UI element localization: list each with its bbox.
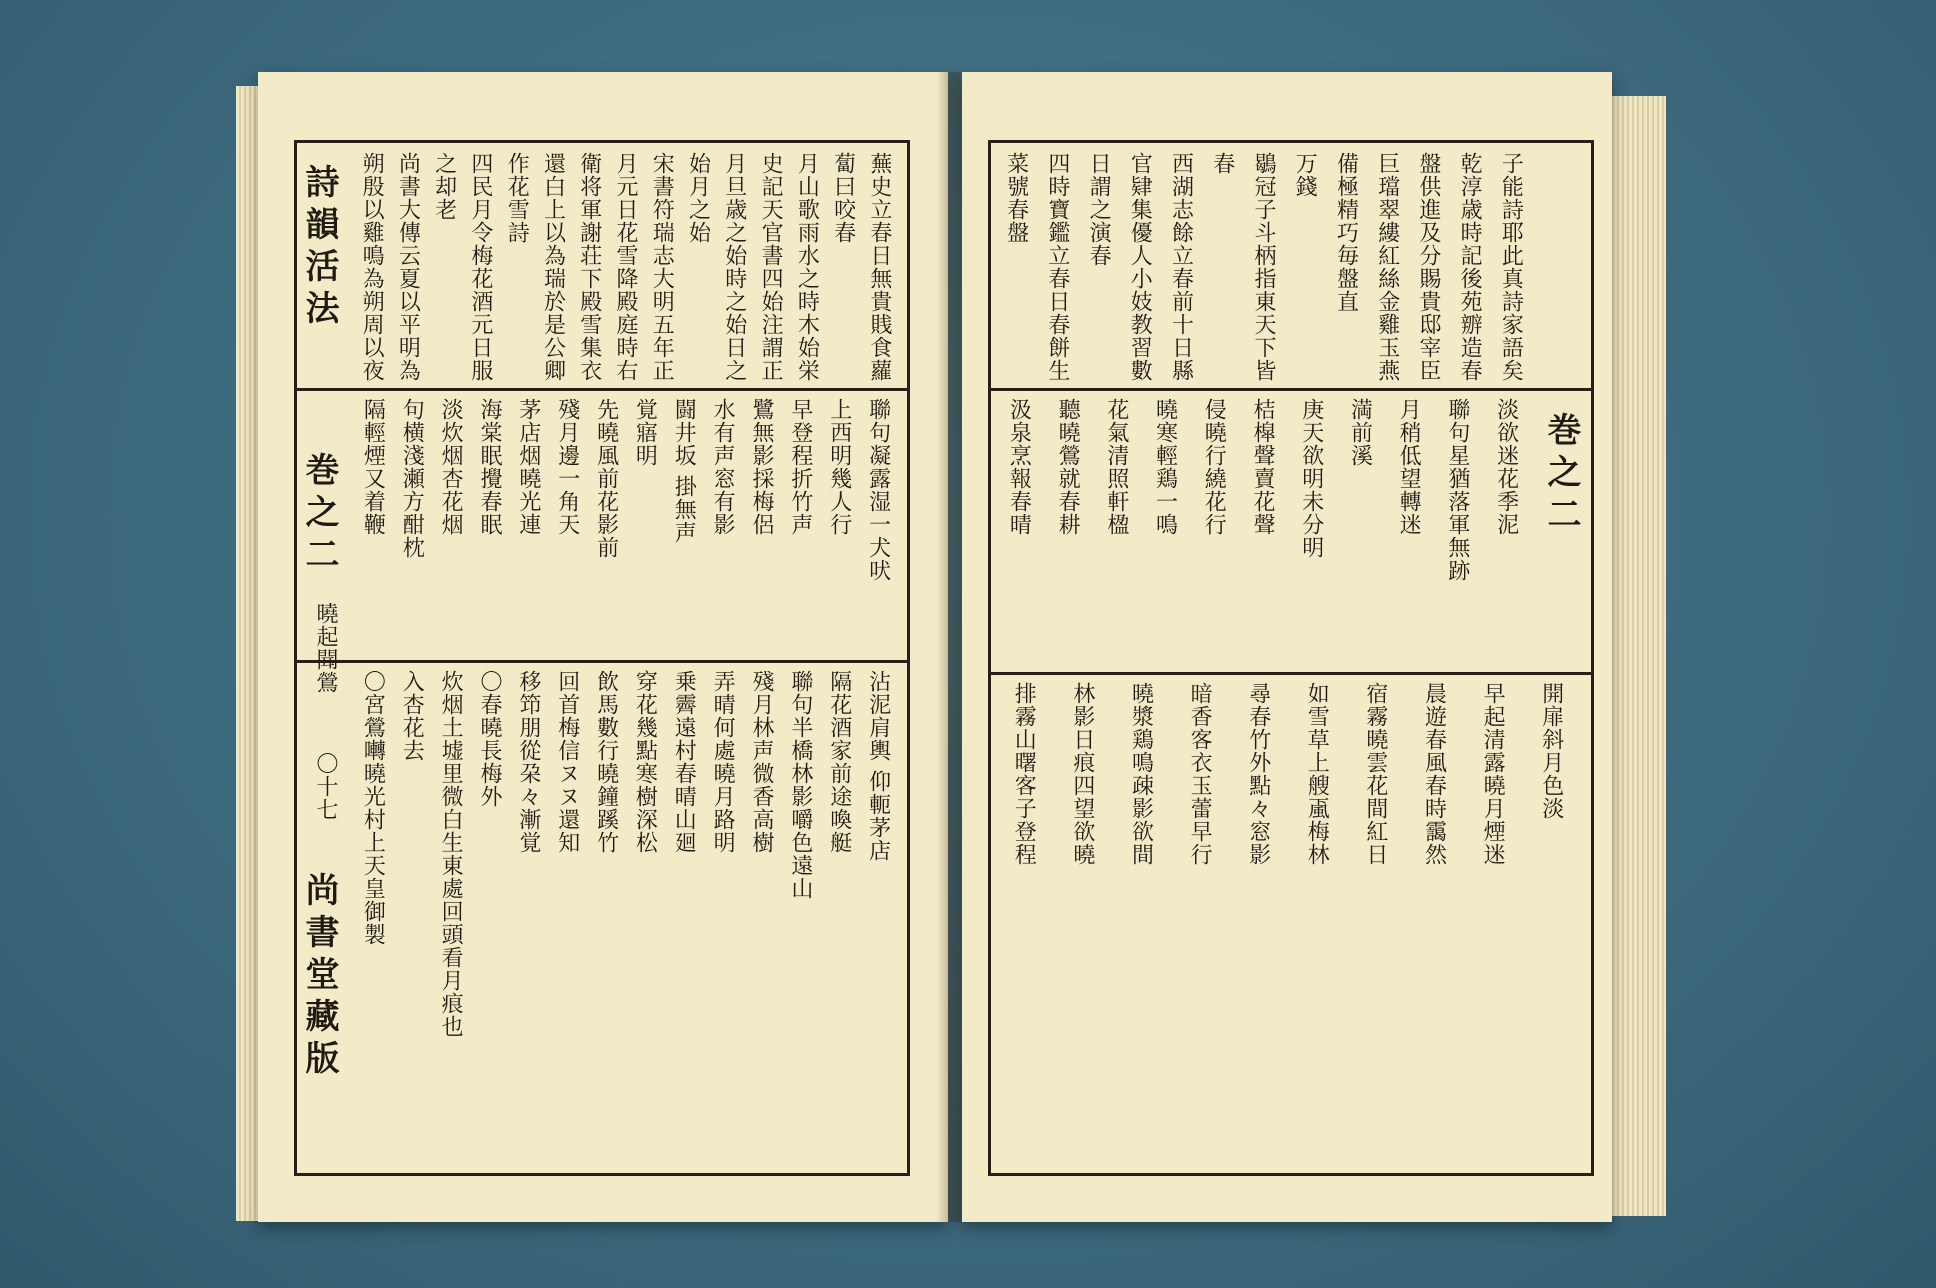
left-middle-column: 闘井坂 掛無声 bbox=[671, 398, 697, 544]
right-middle-column: 淡欲迷花季泥 bbox=[1493, 398, 1519, 536]
left-lower-column: 移笻朋從朶々漸覚 bbox=[515, 670, 541, 854]
left-middle-column: 覚寤明 bbox=[632, 398, 658, 467]
left-middle-column: 鷺無影採梅侶 bbox=[749, 398, 774, 536]
right-upper-column: 日謂之演春 bbox=[1086, 152, 1112, 267]
left-upper-column: 宋書符瑞志大明五年正 bbox=[649, 152, 675, 382]
left-middle-column: 殘月邊一角天 bbox=[554, 398, 580, 536]
right-lower-column: 暗香客衣玉蕾早行 bbox=[1187, 682, 1213, 866]
right-upper-column: 西湖志餘立春前十日縣 bbox=[1168, 152, 1194, 382]
left-upper-column: 蔔曰咬春 bbox=[830, 152, 856, 244]
right-middle-column: 桔槹聲賣花聲 bbox=[1250, 398, 1275, 536]
left-upper-column: 始月之始 bbox=[685, 152, 711, 244]
left-middle-column: 早登程折竹声 bbox=[787, 398, 813, 536]
left-lower-column: 弄晴何處曉月路明 bbox=[710, 670, 736, 854]
right-middle-column: 曉寒輕鶏一鳴 bbox=[1152, 398, 1178, 536]
left-lower-column: 沾泥肩輿 仰軛茅店 bbox=[865, 670, 891, 862]
left-lower-divider bbox=[294, 660, 910, 663]
volume-label: 巻之二 bbox=[299, 452, 339, 578]
right-lower-column: 開扉斜月色淡 bbox=[1538, 682, 1564, 820]
right-upper-column: 巨璫翠縷紅絲金雞玉燕 bbox=[1374, 152, 1400, 382]
right-upper-divider bbox=[988, 388, 1594, 391]
right-lower-column: 晨遊春風春時靄然 bbox=[1421, 682, 1447, 866]
right-lower-column: 林影日痕四望欲曉 bbox=[1069, 682, 1095, 866]
left-page bbox=[258, 72, 948, 1222]
right-lower-column: 早起清露曉月煙迷 bbox=[1480, 682, 1506, 866]
left-upper-column: 朔殷以雞鳴為朔周以夜 bbox=[359, 152, 385, 382]
left-middle-column: 水有声窓有影 bbox=[710, 398, 736, 536]
right-middle-column: 花氣清照軒楹 bbox=[1103, 398, 1129, 536]
right-lower-column: 尋春竹外點々窓影 bbox=[1245, 682, 1271, 866]
right-upper-column: 備極精巧毎盤直 bbox=[1333, 152, 1359, 313]
right-upper-column: 鶡冠子斗柄指東天下皆 bbox=[1251, 152, 1276, 382]
right-page bbox=[962, 72, 1612, 1222]
running-head: 巻之二 bbox=[1541, 412, 1581, 538]
left-upper-column: 月山歌雨水之時木始栄 bbox=[794, 152, 820, 382]
right-middle-column: 汲泉烹報春晴 bbox=[1006, 398, 1032, 536]
left-upper-divider bbox=[294, 388, 910, 391]
left-lower-column: 乗霽遠村春晴山廻 bbox=[671, 670, 697, 854]
right-upper-column: 乾淳歳時記後苑辧造春 bbox=[1457, 152, 1483, 382]
right-middle-column: 侵曉行繞花行 bbox=[1201, 398, 1227, 536]
left-lower-column: 聯句半橋林影嚼色遠山 bbox=[787, 670, 813, 900]
left-middle-column: 隔輕煙又着鞭 bbox=[360, 398, 386, 536]
right-lower-divider bbox=[988, 672, 1594, 675]
left-upper-column: 四民月令梅花酒元日服 bbox=[467, 152, 493, 382]
page-number: 〇十七 bbox=[313, 752, 338, 821]
right-middle-column: 聯句星猶落軍無跡 bbox=[1444, 398, 1470, 582]
left-middle-column: 句横淺瀬方酣枕 bbox=[399, 398, 425, 559]
left-lower-column: 〇宮鶯囀曉光村上天皇御製 bbox=[360, 670, 386, 946]
left-upper-column: 尚書大傳云夏以平明為 bbox=[395, 152, 421, 382]
left-middle-column: 上西明幾人行 bbox=[826, 398, 852, 536]
left-upper-column: 史記天官書四始注謂正 bbox=[758, 152, 784, 382]
right-middle-column: 月稍低望轉迷 bbox=[1396, 398, 1422, 536]
left-lower-column: 炊烟土墟里微白生東處回頭看月痕也 bbox=[438, 670, 464, 1038]
section-subheading: 曉起聞鶯 bbox=[313, 602, 338, 694]
right-lower-column: 宿霧曉雲花間紅日 bbox=[1362, 682, 1388, 866]
right-middle-column: 聽曉鶯就春耕 bbox=[1055, 398, 1081, 536]
left-middle-column: 先曉風前花影前 bbox=[593, 398, 619, 559]
left-upper-column: 月元日花雪降殿庭時右 bbox=[613, 152, 638, 382]
left-upper-column: 作花雪詩 bbox=[504, 152, 530, 244]
right-upper-column: 官肄集優人小妓教習數 bbox=[1127, 152, 1153, 382]
book-title: 詩韻活法 bbox=[299, 164, 339, 332]
left-upper-column: 衛将軍謝荘下殿雪集衣 bbox=[576, 152, 602, 382]
right-lower-column: 曉漿鶏鳴疎影欲間 bbox=[1128, 682, 1154, 866]
left-middle-column: 茅店烟曉光連 bbox=[515, 398, 541, 536]
left-lower-column: 飲馬數行曉鐘蹊竹 bbox=[593, 670, 619, 854]
right-middle-column: 庚天欲明未分明 bbox=[1298, 398, 1324, 559]
right-lower-column: 排霧山曙客子登程 bbox=[1011, 682, 1037, 866]
left-lower-column: 隔花酒家前途喚艇 bbox=[826, 670, 852, 854]
left-upper-column: 月旦歳之始時之始日之 bbox=[721, 152, 747, 382]
right-upper-column: 子能詩耶此真詩家語矣 bbox=[1498, 152, 1524, 382]
left-upper-column: 蕪史立春日無貴賎食蘿 bbox=[866, 152, 892, 382]
publisher-label: 尚書堂藏版 bbox=[299, 872, 339, 1082]
left-middle-column: 淡炊烟杏花烟 bbox=[438, 398, 464, 536]
right-upper-column: 四時寶鑑立春日春餅生 bbox=[1044, 152, 1070, 382]
right-middle-column: 満前溪 bbox=[1347, 398, 1373, 467]
left-lower-column: 〇春曉長梅外 bbox=[477, 670, 502, 808]
right-upper-column: 菜號春盤 bbox=[1003, 152, 1029, 244]
left-lower-column: 回首梅信ヌヌ還知 bbox=[554, 670, 580, 854]
left-upper-column: 還白上以為瑞於是公卿 bbox=[540, 152, 566, 382]
right-upper-column: 万錢 bbox=[1292, 152, 1318, 198]
right-upper-column: 盤供進及分賜貴邸宰臣 bbox=[1415, 152, 1441, 382]
right-page-block-edge bbox=[1604, 96, 1666, 1216]
left-middle-column: 海棠眠攪春眠 bbox=[477, 398, 502, 536]
left-upper-column: 之却老 bbox=[431, 152, 457, 221]
left-lower-column: 穿花幾點寒樹深松 bbox=[632, 670, 658, 854]
left-lower-column: 殘月林声微香高樹 bbox=[749, 670, 774, 854]
right-lower-column: 如雪草上艘颪梅林 bbox=[1304, 682, 1330, 866]
left-lower-column: 入杏花去 bbox=[399, 670, 425, 762]
left-middle-column: 聯句凝露湿一犬吠 bbox=[865, 398, 891, 582]
right-upper-column: 春 bbox=[1209, 152, 1235, 175]
